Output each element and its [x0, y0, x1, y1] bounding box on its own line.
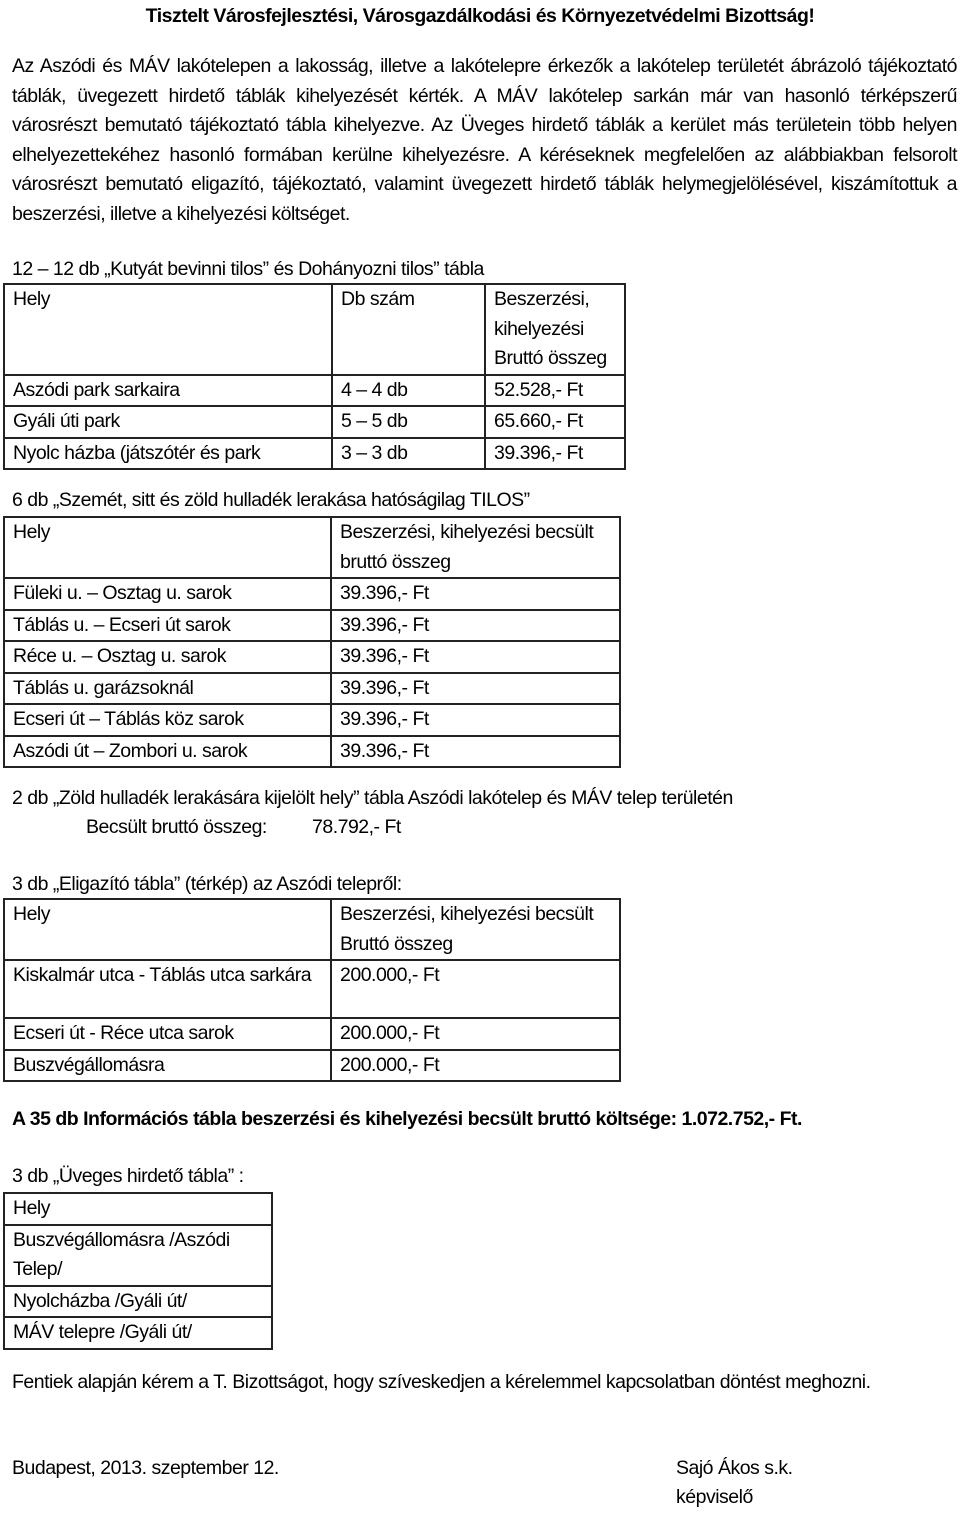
table-row: [4, 1317, 272, 1349]
place-date: Budapest, 2013. szeptember 12.: [12, 1457, 279, 1479]
cell-hely: Aszódi park sarkaira: [4, 375, 332, 407]
cell-hely: Buszvégállomásra: [4, 1050, 331, 1082]
cell-osszeg: 200.000,- Ft: [331, 960, 620, 1018]
table-row: [4, 578, 620, 610]
header-db: Db szám: [332, 284, 485, 375]
closing-paragraph: [12, 1368, 957, 1398]
table-header-row: [4, 284, 625, 375]
cell-osszeg: 39.396,- Ft: [331, 673, 620, 705]
cell-hely: Gyáli úti park: [4, 406, 332, 438]
cell-osszeg: 52.528,- Ft: [485, 375, 625, 407]
table-row: [4, 736, 620, 768]
header-hely: Hely: [4, 517, 331, 578]
cell-osszeg: 39.396,- Ft: [331, 578, 620, 610]
cell-hely: MÁV telepre /Gyáli út/: [4, 1317, 272, 1349]
section3-heading: 2 db „Zöld hulladék lerakására kijelölt hely” tábla Aszódi lakótelep és MÁV telep területén: [12, 787, 733, 809]
cell-osszeg: 39.396,- Ft: [485, 438, 625, 470]
section5-heading: 3 db „Üveges hirdető tábla” :: [12, 1165, 244, 1187]
table-row: [4, 641, 620, 673]
cell-hely: Aszódi út – Zombori u. sarok: [4, 736, 331, 768]
table-row: [4, 1018, 620, 1050]
page-title: Tisztelt Városfejlesztési, Városgazdálkodási és Környezetvédelmi Bizottság!: [145, 5, 815, 27]
header-osszeg: Beszerzési, kihelyezési becsült bruttó összeg: [331, 517, 620, 578]
section2-table: [3, 516, 621, 768]
cell-hely: Füleki u. – Osztag u. sarok: [4, 578, 331, 610]
header-hely: Hely: [4, 284, 332, 375]
section1-table: [3, 283, 626, 470]
cell-db: 4 – 4 db: [332, 375, 485, 407]
table-row: [4, 406, 625, 438]
header-osszeg: Beszerzési, kihelyezési becsült Bruttó összeg: [331, 899, 620, 960]
section4-heading: 3 db „Eligazító tábla” (térkép) az Aszódi telepről:: [12, 873, 402, 895]
cell-hely: Táblás u. garázsoknál: [4, 673, 331, 705]
section1-heading: 12 – 12 db „Kutyát bevinni tilos” és Dohányozni tilos” tábla: [12, 258, 484, 280]
table-row: [4, 1225, 272, 1286]
signature-role: képviselő: [676, 1486, 753, 1508]
table-row: [4, 1050, 620, 1082]
section4-table: [3, 898, 621, 1082]
section3-cost-label: Becsült bruttó összeg:: [86, 816, 267, 838]
header-hely: Hely: [4, 1193, 272, 1225]
section3-cost-value: 78.792,- Ft: [312, 816, 401, 838]
table-row: [4, 375, 625, 407]
intro-paragraph: [12, 52, 957, 229]
section5-table: [3, 1192, 273, 1350]
cell-hely: Táblás u. – Ecseri út sarok: [4, 610, 331, 642]
cell-osszeg: 39.396,- Ft: [331, 736, 620, 768]
cell-hely: Réce u. – Osztag u. sarok: [4, 641, 331, 673]
signature-name: Sajó Ákos s.k.: [676, 1457, 793, 1479]
table-row: [4, 610, 620, 642]
cell-hely: Ecseri út – Táblás köz sarok: [4, 704, 331, 736]
header-hely: Hely: [4, 899, 331, 960]
cell-osszeg: 200.000,- Ft: [331, 1018, 620, 1050]
table-row: [4, 673, 620, 705]
cell-osszeg: 200.000,- Ft: [331, 1050, 620, 1082]
summary-text: A 35 db Információs tábla beszerzési és kihelyezési becsült bruttó költsége: 1.072.752,- Ft.: [12, 1108, 802, 1130]
cell-hely: Ecseri út - Réce utca sarok: [4, 1018, 331, 1050]
header-osszeg: Beszerzési, kihelyezési Bruttó összeg: [485, 284, 625, 375]
table-row: [4, 438, 625, 470]
intro-text: Az Aszódi és MÁV lakótelepen a lakosság, illetve a lakótelepre érkezők a lakótelep területét ábrázoló tájékoztató táblák, üvegezett hirdető táblák kihelyezését kérték. A MÁV lakótelep sarkán már van hasonló térképszerű városrészt bemutató tájékoztató tábla kihelyezve. Az Üveges hirdető táblák a kerület más területein több helyen elhelyezettekéhez hasonló formában kerülne kihelyezésre. A kéréseknek megfelelően az alábbiakban felsorolt városrészt bemutató eligazító, tájékoztató, valamint üvegezett hirdető táblák helymegjelölésével, kiszámítottuk a beszerzési, illetve a kihelyezési költséget.: [12, 55, 957, 225]
table-row: [4, 960, 620, 1018]
section2-heading: 6 db „Szemét, sitt és zöld hulladék lerakása hatóságilag TILOS”: [12, 489, 530, 511]
cell-osszeg: 39.396,- Ft: [331, 610, 620, 642]
cell-hely: Kiskalmár utca - Táblás utca sarkára: [4, 960, 331, 1018]
table-row: [4, 704, 620, 736]
cell-hely: Nyolc házba (játszótér és park: [4, 438, 332, 470]
table-row: [4, 1286, 272, 1318]
cell-db: 3 – 3 db: [332, 438, 485, 470]
table-header-row: [4, 1193, 272, 1225]
closing-text: Fentiek alapján kérem a T. Bizottságot, hogy szíveskedjen a kérelemmel kapcsolatban döntést meghozni.: [12, 1371, 871, 1393]
cell-osszeg: 39.396,- Ft: [331, 641, 620, 673]
table-header-row: [4, 517, 620, 578]
cell-osszeg: 39.396,- Ft: [331, 704, 620, 736]
table-header-row: [4, 899, 620, 960]
cell-osszeg: 65.660,- Ft: [485, 406, 625, 438]
cell-hely: Buszvégállomásra /Aszódi Telep/: [4, 1225, 272, 1286]
cell-hely: Nyolcházba /Gyáli út/: [4, 1286, 272, 1318]
cell-db: 5 – 5 db: [332, 406, 485, 438]
